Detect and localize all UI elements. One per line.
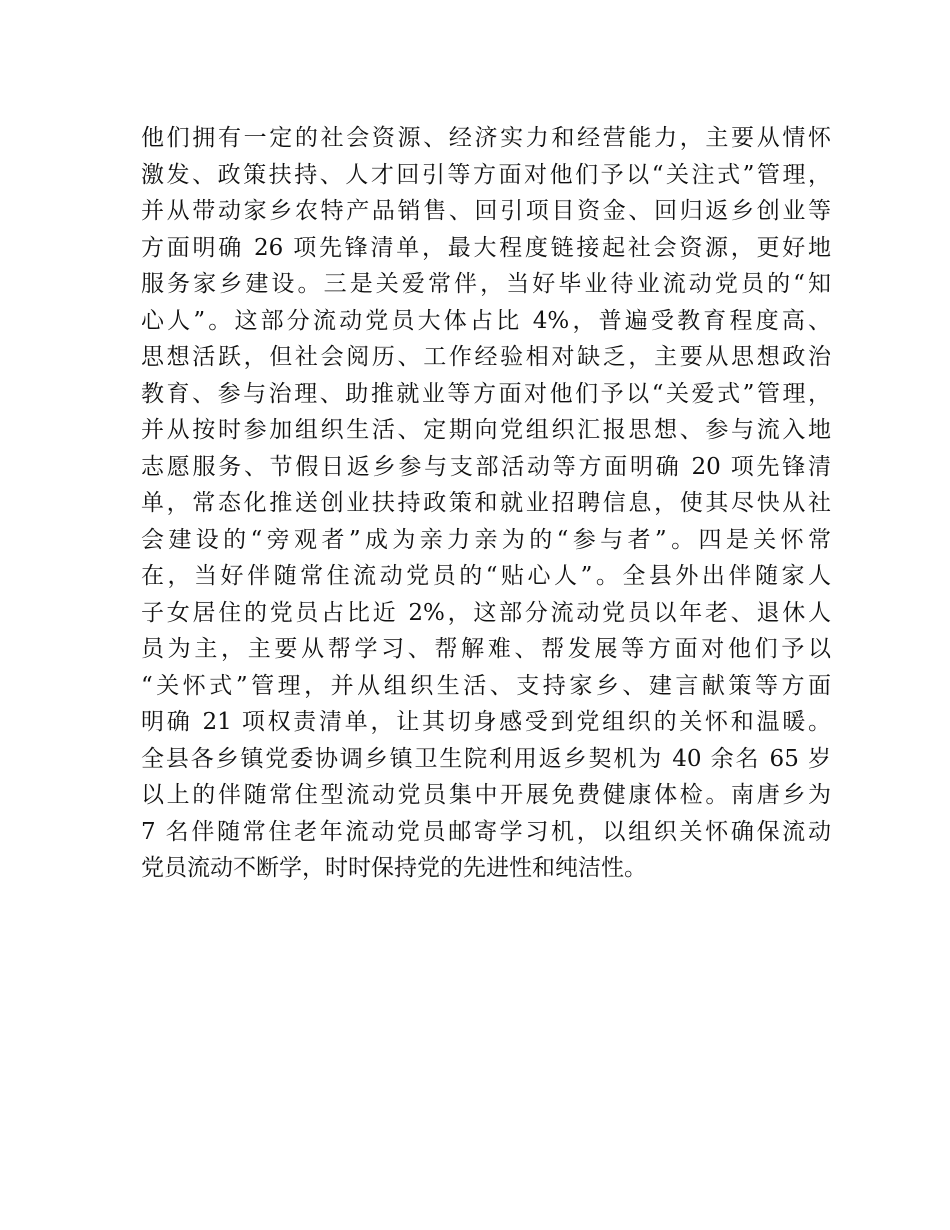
- text-line-6: 心人”。这部分流动党员大体占比 4%，普遍受教育程度高、: [141, 307, 831, 334]
- text-line-9: 并从按时参加组织生活、定期向党组织汇报思想、参与流入地: [141, 417, 831, 443]
- text-line-7: 思想活跃，但社会阅历、工作经验相对缺乏，主要从思想政治: [141, 344, 831, 370]
- text-line-18: 全县各乡镇党委协调乡镇卫生院利用返乡契机为 40 余名 65 岁: [141, 745, 831, 772]
- body-paragraph: [141, 120, 831, 887]
- text-line-13: 在，当好伴随常住流动党员的“贴心人”。全县外出伴随家人: [141, 563, 831, 589]
- text-line-5: 服务家乡建设。三是关爱常伴，当好毕业待业流动党员的“知: [141, 271, 831, 297]
- text-line-21: 党员流动不断学，时时保持党的先进性和纯洁性。: [141, 855, 647, 881]
- text-line-17: 明确 21 项权责清单，让其切身感受到党组织的关怀和温暖。: [141, 709, 831, 735]
- text-line-10: 志愿服务、节假日返乡参与支部活动等方面明确 20 项先锋清: [141, 453, 831, 480]
- text-line-19: 以上的伴随常住型流动党员集中开展免费健康体检。南唐乡为: [141, 782, 831, 808]
- text-line-20: 7 名伴随常住老年流动党员邮寄学习机，以组织关怀确保流动: [141, 818, 831, 845]
- text-line-4: 方面明确 26 项先锋清单，最大程度链接起社会资源，更好地: [141, 234, 831, 261]
- text-line-2: 激发、政策扶持、人才回引等方面对他们予以“关注式”管理，: [141, 161, 831, 188]
- text-line-1: 他们拥有一定的社会资源、经济实力和经营能力，主要从情怀: [141, 125, 831, 151]
- text-line-8: 教育、参与治理、助推就业等方面对他们予以“关爱式”管理，: [141, 380, 831, 407]
- text-line-3: 并从带动家乡农特产品销售、回引项目资金、回归返乡创业等: [141, 198, 831, 224]
- text-line-12: 会建设的“旁观者”成为亲力亲为的“参与者”。四是关怀常: [141, 526, 831, 553]
- text-line-14: 子女居住的党员占比近 2%，这部分流动党员以年老、退休人: [141, 599, 831, 626]
- text-line-16: “关怀式”管理，并从组织生活、支持家乡、建言献策等方面: [141, 672, 831, 699]
- text-line-15: 员为主，主要从帮学习、帮解难、帮发展等方面对他们予以: [141, 636, 831, 662]
- text-line-11: 单，常态化推送创业扶持政策和就业招聘信息，使其尽快从社: [141, 490, 831, 516]
